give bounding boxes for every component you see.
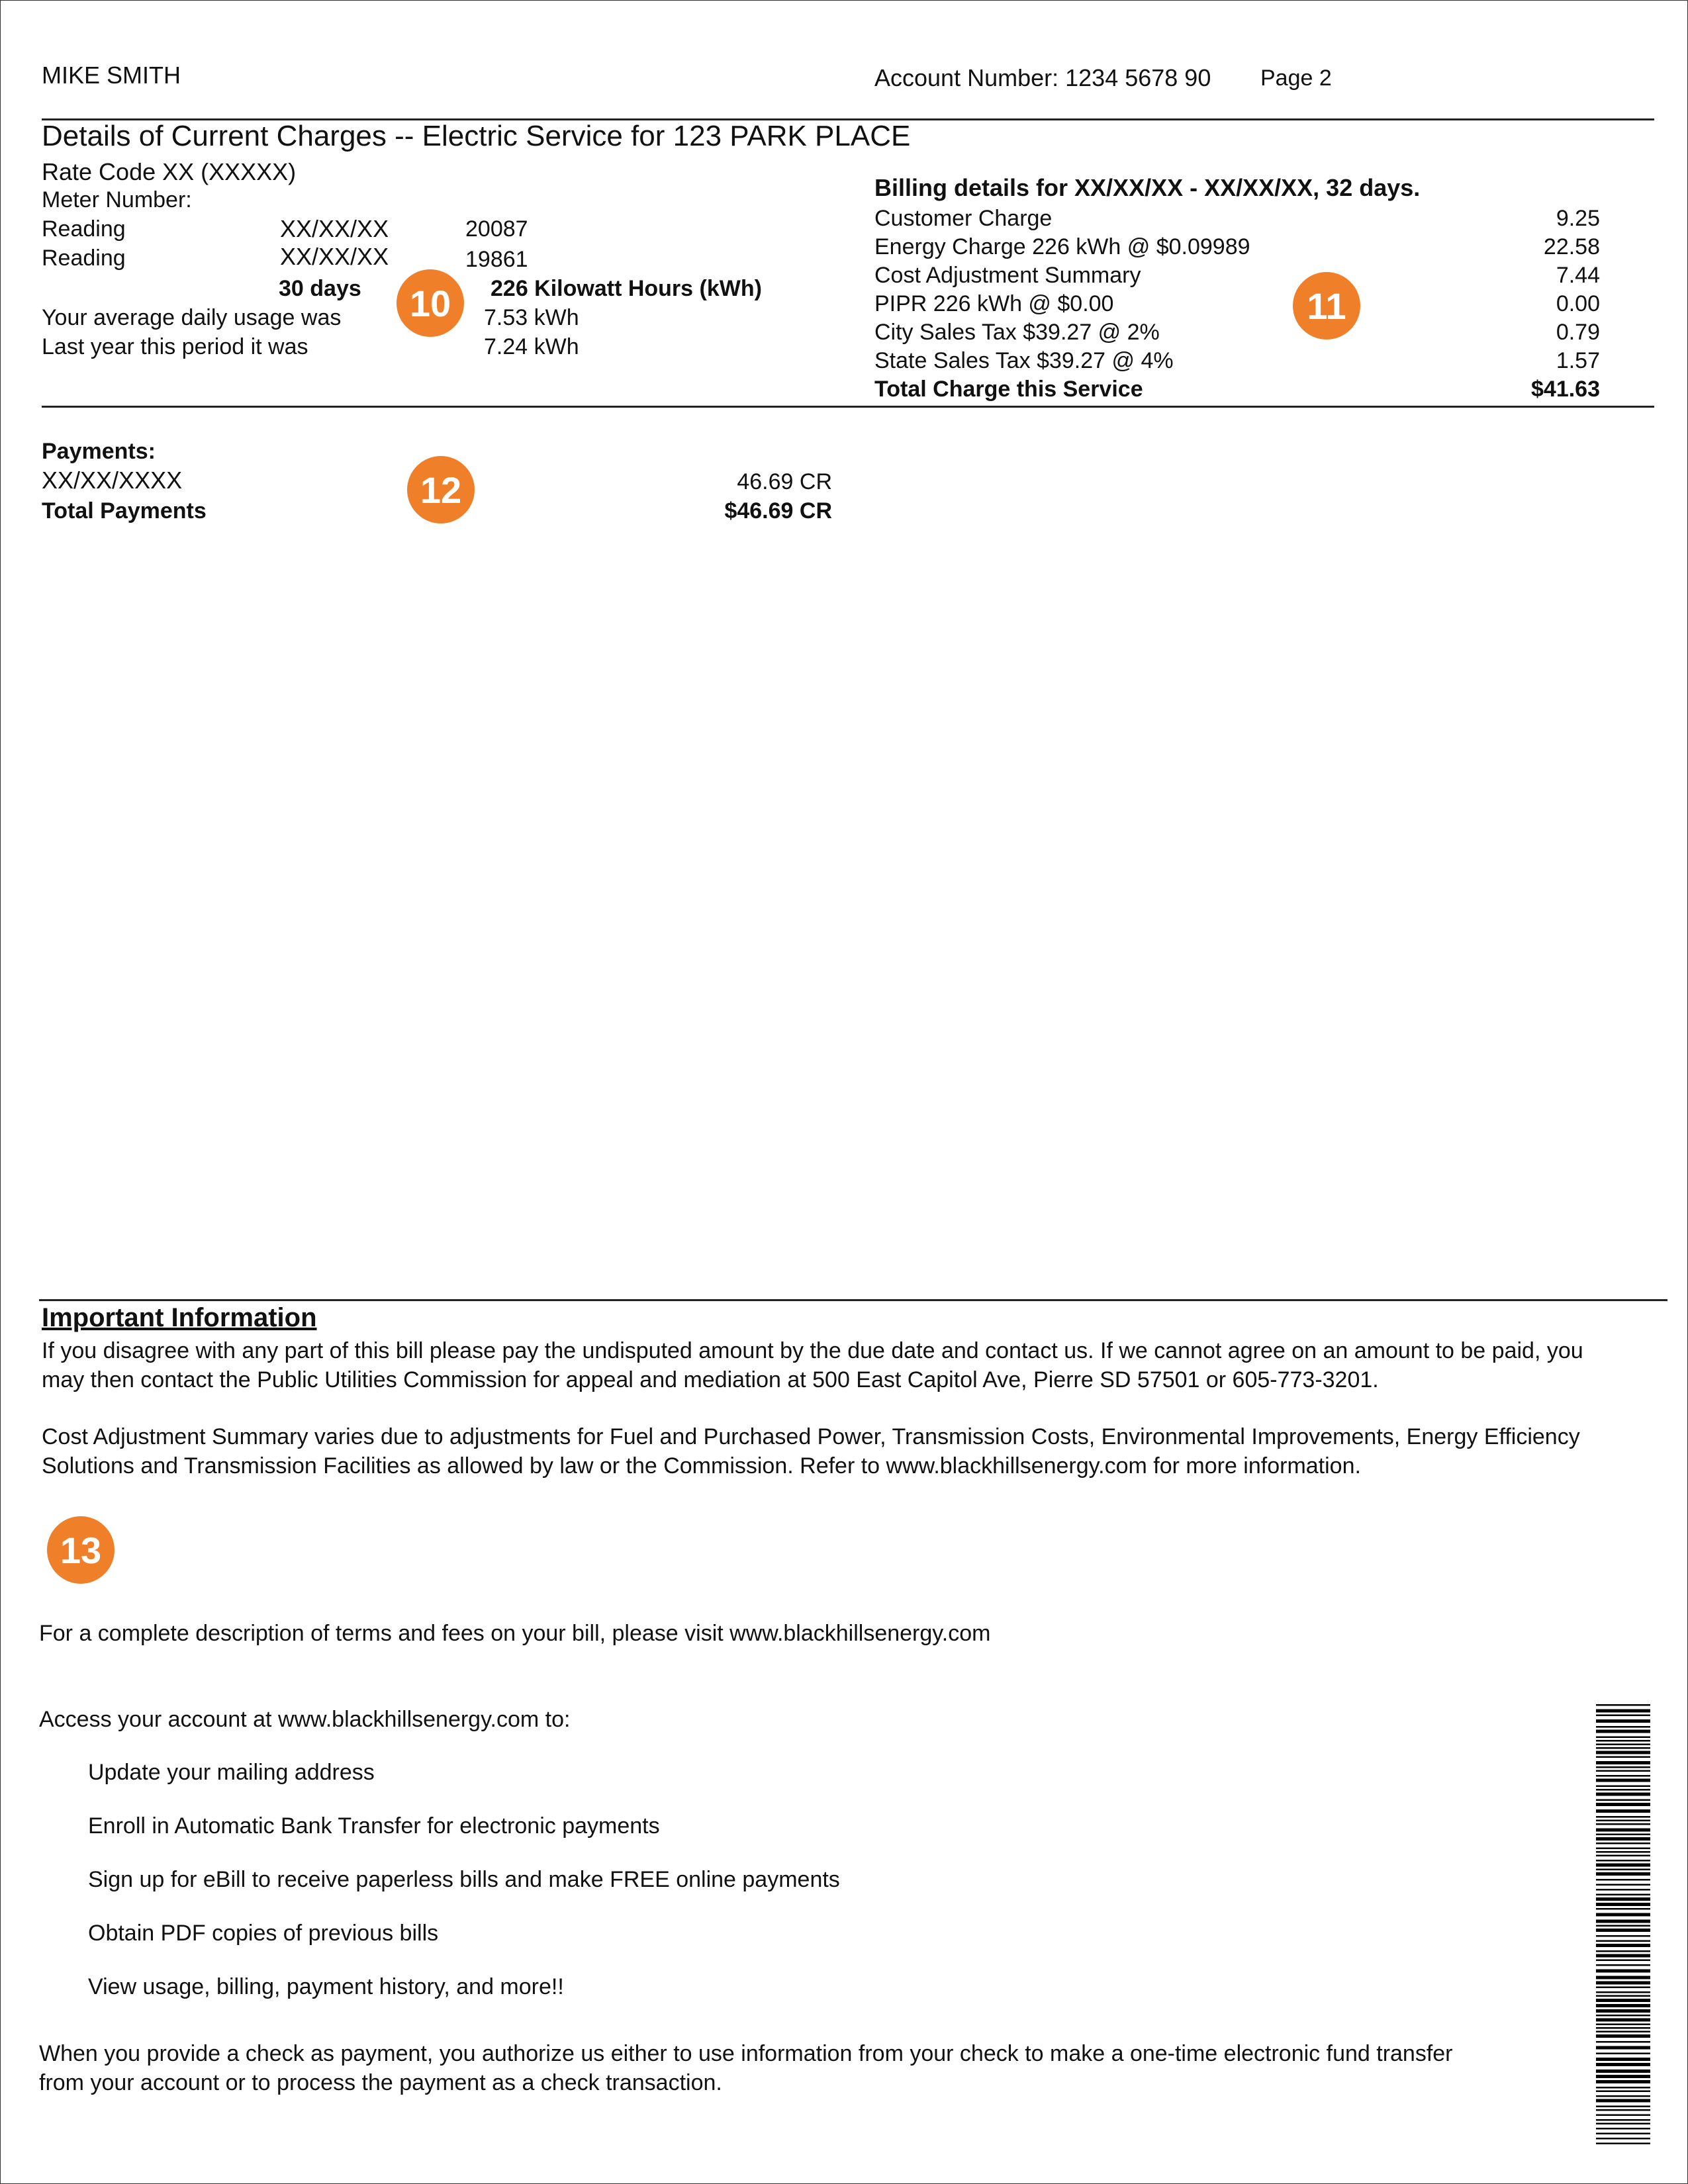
- billing-item-amount: 22.58: [1543, 234, 1600, 259]
- billing-item-amount: 7.44: [1556, 263, 1600, 288]
- avg-usage-label: Your average daily usage was: [42, 305, 342, 330]
- callout-badge-11: 11: [1293, 272, 1360, 340]
- access-item: Enroll in Automatic Bank Transfer for electronic payments: [88, 1813, 660, 1839]
- access-account-text: Access your account at www.blackhillsenergy.com to:: [39, 1707, 571, 1732]
- billing-item-amount: 0.79: [1556, 320, 1600, 345]
- reading-2-value: 19861: [465, 247, 528, 272]
- page-number: Page 2: [1260, 66, 1332, 91]
- total-payments-label: Total Payments: [42, 498, 207, 523]
- terms-text: For a complete description of terms and fees on your bill, please visit www.blackhillsenergy.com: [39, 1621, 991, 1646]
- billing-item: [874, 206, 1600, 232]
- billing-total-amount: $41.63: [1531, 377, 1600, 402]
- billing-item-label: City Sales Tax $39.27 @ 2%: [874, 320, 1160, 345]
- last-year-value: 7.24 kWh: [484, 334, 579, 359]
- info-cost-adjustment-paragraph: Cost Adjustment Summary varies due to adjustments for Fuel and Purchased Power, Transmission Costs, Environmental Improvements, Energy Efficiency Solutions and Transmission Facilities as allowed by law or the Commission. Refer to www.blackhillsenergy.com for more information.: [42, 1424, 1580, 1479]
- callout-badge-10: 10: [397, 269, 464, 337]
- billing-item: [874, 291, 1600, 317]
- payment-date: XX/XX/XXXX: [42, 467, 183, 494]
- billing-item-label: PIPR 226 kWh @ $0.00: [874, 291, 1114, 316]
- payment-amount: 46.69 CR: [737, 469, 832, 494]
- billing-item-label: Cost Adjustment Summary: [874, 263, 1141, 288]
- access-item: Sign up for eBill to receive paperless bills and make FREE online payments: [88, 1867, 840, 1892]
- billing-total-label: Total Charge this Service: [874, 377, 1143, 402]
- reading-1-date: XX/XX/XX: [280, 215, 389, 242]
- billing-item: [874, 263, 1600, 289]
- billing-days: 30 days: [279, 276, 361, 301]
- details-title: Details of Current Charges -- Electric Service for 123 PARK PLACE: [42, 120, 911, 152]
- billing-total-row: [874, 377, 1600, 402]
- billing-item: [874, 348, 1600, 374]
- info-divider: [39, 1299, 1667, 1301]
- payments-heading: Payments:: [42, 439, 156, 464]
- reading-2-label: Reading: [42, 246, 126, 271]
- billing-item-amount: 0.00: [1556, 291, 1600, 316]
- avg-usage-value: 7.53 kWh: [484, 305, 579, 330]
- billing-item-label: Customer Charge: [874, 206, 1053, 231]
- total-payments-amount: $46.69 CR: [724, 498, 832, 523]
- billing-item-amount: 1.57: [1556, 348, 1600, 373]
- callout-badge-13: 13: [47, 1516, 115, 1584]
- billing-item-label: Energy Charge 226 kWh @ $0.09989: [874, 234, 1250, 259]
- account-number: Account Number: 1234 5678 90: [874, 64, 1211, 91]
- callout-badge-12: 12: [407, 456, 475, 523]
- reading-2-date: XX/XX/XX: [280, 243, 389, 270]
- access-item: Update your mailing address: [88, 1760, 375, 1785]
- billing-heading: Billing details for XX/XX/XX - XX/XX/XX, 32 days.: [874, 174, 1421, 201]
- reading-1-label: Reading: [42, 216, 126, 242]
- rate-code: Rate Code XX (XXXXX): [42, 158, 297, 185]
- last-year-label: Last year this period it was: [42, 334, 308, 359]
- billing-item-amount: 9.25: [1556, 206, 1600, 231]
- reading-1-value: 20087: [465, 216, 528, 242]
- billing-item: [874, 320, 1600, 345]
- check-authorization-text: When you provide a check as payment, you authorize us either to use information from your check to make a one-time electronic fund transfer from your account or to process the payment as a check transaction.: [39, 2041, 1453, 2095]
- info-heading: Important Information: [42, 1303, 317, 1332]
- barcode-icon: [1596, 1704, 1650, 2145]
- details-divider: [42, 406, 1654, 408]
- access-item: View usage, billing, payment history, and more!!: [88, 1974, 564, 1999]
- meter-number: Meter Number:: [42, 187, 192, 212]
- customer-name: MIKE SMITH: [42, 62, 181, 89]
- billing-item-label: State Sales Tax $39.27 @ 4%: [874, 348, 1174, 373]
- info-dispute-paragraph: If you disagree with any part of this bill please pay the undisputed amount by the due date and contact us. If we cannot agree on an amount to be paid, you may then contact the Public Utilities Commission for appeal and mediation at 500 East Capitol Ave, Pierre SD 57501 or 605-773-3201.: [42, 1338, 1583, 1392]
- billing-item: [874, 234, 1600, 260]
- total-usage: 226 Kilowatt Hours (kWh): [491, 276, 762, 301]
- access-item: Obtain PDF copies of previous bills: [88, 1921, 439, 1946]
